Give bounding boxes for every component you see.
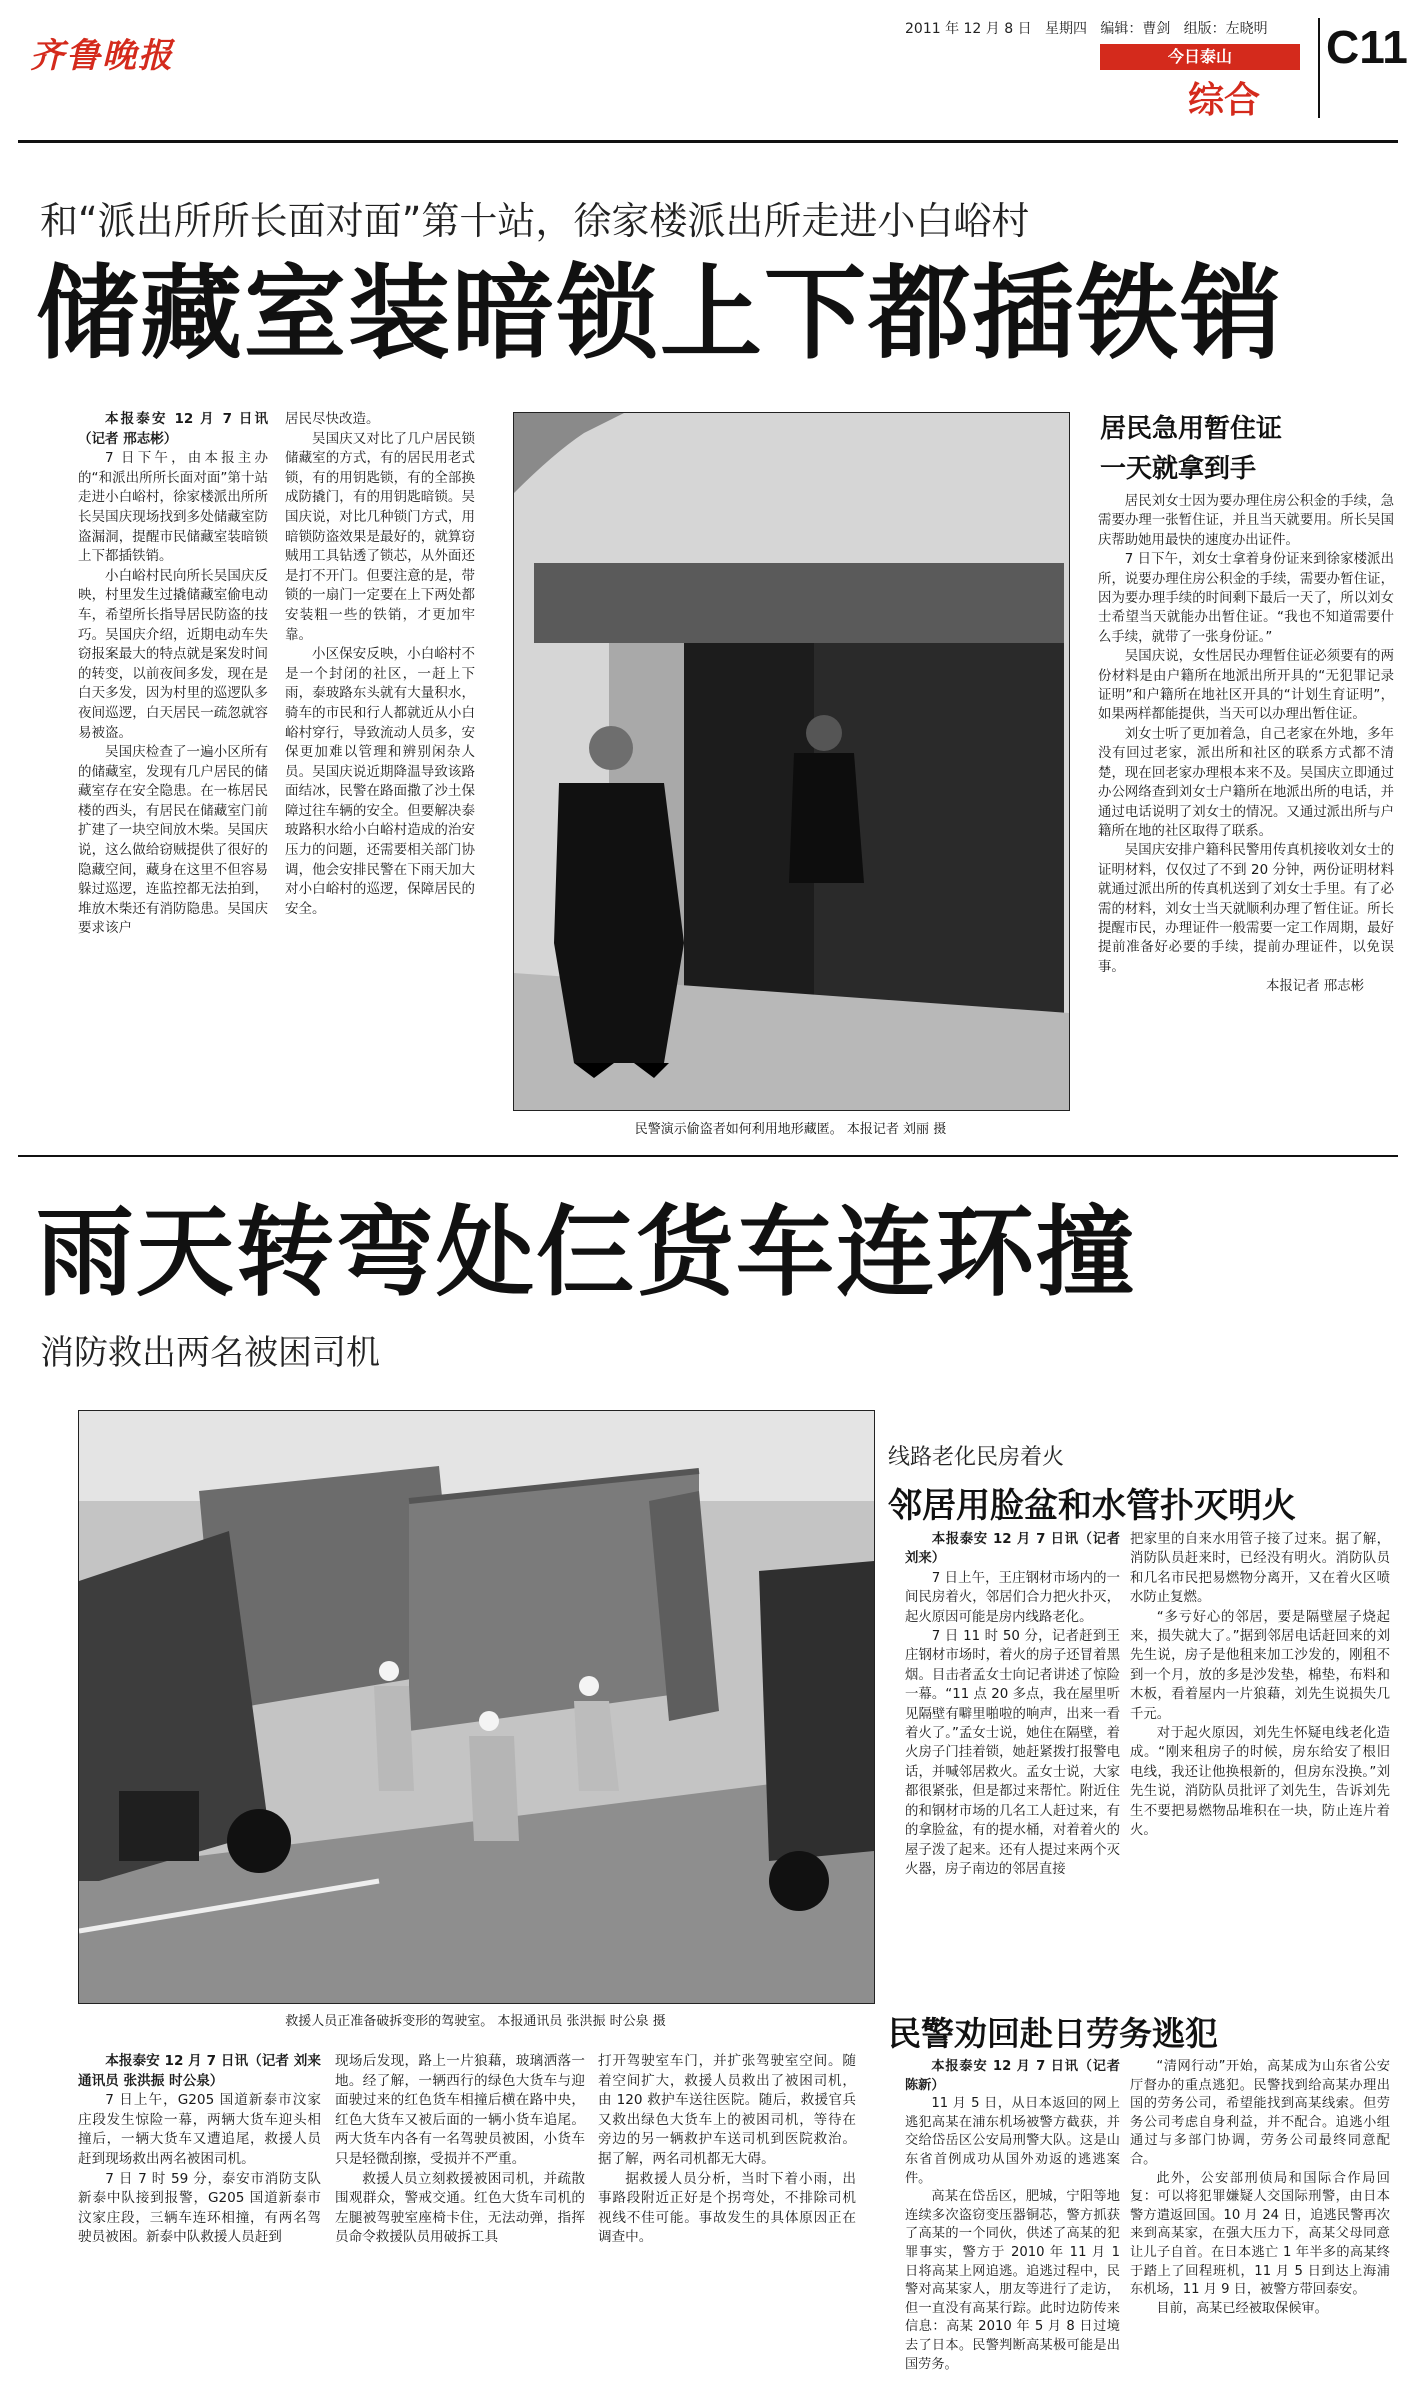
page-number: C11 bbox=[1326, 21, 1408, 73]
story1-paragraph: 吴国庆检查了一遍小区所有的储藏室，发现有几户居民的储藏室存在安全隐患。在一栋居民楼的西头，有居民在储藏室门前扩建了一块空间放木柴。吴国庆说，这么做给窃贼提供了很好的隐藏空间，藏身在这里不但容易躲过巡逻，连监控都无法拍到，堆放木柴还有消防隐患。吴国庆要求该户 bbox=[78, 744, 268, 937]
top-rule bbox=[18, 140, 1398, 143]
story2-paragraph: 7 日上午，G205 国道新泰市汶家庄段发生惊险一幕，两辆大货车迎头相撞后，一辆大货车又遭追尾，救援人员赶到现场救出两名被困司机。 bbox=[78, 2092, 321, 2167]
story1-paragraph: 居民尽快改造。 bbox=[285, 411, 380, 427]
story2-dateline: 本报泰安 12 月 7 日讯（记者 刘来 通讯员 张洪振 时公泉） bbox=[78, 2053, 326, 2089]
side-paragraph: 刘女士听了更加着急，自己老家在外地，多年没有回过老家，派出所和社区的联系方式都不清楚，现在回老家办理根本来不及。吴国庆立即通过办公网络查到刘女士户籍所在地派出所的电话，并通过电话说明了刘女士的情况。又通过派出所与户籍所在地的社区取得了联系。 bbox=[1098, 726, 1394, 839]
story1-paragraph: 7 日下午，由本报主办的“和派出所所长面对面”第十站走进小白峪村，徐家楼派出所所长吴国庆现场找到多处储藏室防盗漏洞，提醒市民储藏室装暗锁上下都插铁销。 bbox=[78, 450, 268, 565]
story1-paragraph: 小白峪村民向所长吴国庆反映，村里发生过撬储藏室偷电动车，希望所长指导居民防盗的技巧。吴国庆介绍，近期电动车失窃报案最大的特点就是案发时间的转变，以前夜间多发，现在是白天多发，因为村里的巡逻队多夜间巡逻，白天居民一疏忽就容易被盗。 bbox=[78, 567, 268, 741]
story-separator bbox=[18, 1155, 1398, 1157]
story2-photo-caption: 救援人员正准备破拆变形的驾驶室。 本报通讯员 张洪振 时公泉 摄 bbox=[285, 2014, 666, 2029]
story4-column-2 bbox=[1130, 2058, 1390, 2318]
story1-paragraph: 吴国庆又对比了几户居民锁储藏室的方式，有的居民用老式锁，有的用钥匙锁，有的全部换成防撬门，有的用钥匙暗锁。吴国庆说，对比几种锁门方式，用暗锁防盗效果是最好的，就算窃贼用工具钻透了锁芯，从外面还是打不开门。但要注意的是，带锁的一扇门一定要在上下两处都安装粗一些的铁销，才更加牢靠。 bbox=[285, 430, 475, 643]
layout-credit: 组版：左晓明 bbox=[1183, 21, 1268, 37]
story4-paragraph: 目前，高某已经被取保候审。 bbox=[1156, 2300, 1328, 2316]
side-paragraph: 7 日下午，刘女士拿着身份证来到徐家楼派出所，说要办理住房公积金的手续，需要办暂住证，因为要办理手续的时间剩下最后一天了，所以刘女士希望当天就能办出暂住证。“我也不知道需要什么手续，就带了一张身份证。” bbox=[1098, 552, 1394, 645]
story2-subhead: 消防救出两名被困司机 bbox=[40, 1333, 380, 1373]
story3-paragraph: 对于起火原因，刘先生怀疑电线老化造成。“刚来租房子的时候，房东给安了根旧电线，我还让他换根新的，但房东没换。”刘先生说，消防队员批评了刘先生，告诉刘先生不要把易燃物品堆积在一块，防止连片着火。 bbox=[1130, 1726, 1390, 1839]
side-paragraph: 吴国庆说，女性居民办理暂住证必须要有的两份材料是由户籍所在地派出所开具的“无犯罪记录证明”和户籍所在地社区开具的“计划生育证明”，如果两样都能提供，当天可以办理出暂住证。 bbox=[1098, 649, 1394, 723]
story1-photo bbox=[513, 412, 1070, 1111]
story4-dateline: 本报泰安 12 月 7 日讯（记者 陈新） bbox=[905, 2059, 1125, 2093]
story4-paragraph: “清网行动”开始，高某成为山东省公安厅督办的重点逃犯。民警找到给高某办理出国的劳务公司，希望能找到高某线索。但劳务公司考虑自身利益，并不配合。追逃小组通过与多部门协调，劳务公司最终同意配合。 bbox=[1130, 2059, 1390, 2167]
story3-headline: 邻居用脸盆和水管扑灭明火 bbox=[888, 1486, 1296, 1526]
story1-kicker: 和“派出所所长面对面”第十站，徐家楼派出所走进小白峪村 bbox=[40, 199, 1030, 243]
story3-column-2 bbox=[1130, 1530, 1390, 1841]
story2-column-1 bbox=[78, 2052, 326, 2248]
side-paragraph: 居民刘女士因为要办理住房公积金的手续，急需要办理一张暂住证，并且当天就要用。所长吴国庆帮助她用最快的速度办出证件。 bbox=[1098, 494, 1394, 548]
section-name: 综合 bbox=[1188, 80, 1261, 121]
issue-weekday: 星期四 bbox=[1044, 21, 1087, 37]
section-tag: 今日泰山 bbox=[1100, 44, 1300, 70]
story3-dateline: 本报泰安 12 月 7 日讯（记者 刘来） bbox=[905, 1532, 1125, 1567]
story1-side-column bbox=[1098, 492, 1394, 997]
side-paragraph: 吴国庆安排户籍科民警用传真机接收刘女士的证明材料，仅仅过了不到 20 分钟，两份证明材料就通过派出所的传真机送到了刘女士手里。有了必需的材料，刘女士当天就顺利办理了暂住证。所长提醒市民，办理证件一般需要一定工作周期，最好提前准备好必要的手续，提前办理证件，以免误事。 bbox=[1098, 843, 1394, 975]
story4-paragraph: 此外，公安部刑侦局和国际合作局回复：可以将犯罪嫌疑人交国际刑警，由日本警方遣返回国。10 月 24 日，追逃民警再次来到高某家，在强大压力下，高某父母同意让儿子自首。在日本逃亡 1 年半多的高某终于踏上了回程班机，11 月 5 日到达上海浦东机场，11 月 9 日，被警方带回泰安。 bbox=[1130, 2170, 1390, 2298]
story3-paragraph: 把家里的自来水用管子接了过来。据了解，消防队员赶来时，已经没有明火。消防队员和几名市民把易燃物分离开，又在着火区喷水防止复燃。 bbox=[1130, 1532, 1390, 1606]
masthead-date-line bbox=[905, 18, 1268, 38]
story3-paragraph: 7 日 11 时 50 分，记者赶到王庄钢材市场时，着火的房子还冒着黑烟。目击者孟女士向记者讲述了惊险一幕。“11 点 20 多点，我在屋里听见隔壁有噼里啪啦的响声，出来一看着火了。”孟女士说，她住在隔壁，着火房子门挂着锁，她赶紧拨打报警电话，并喊邻居救火。孟女士说，大家都很紧张，但是都过来帮忙。附近住的和钢材市场的几名工人赶过来，有的拿脸盆，有的提水桶，对着着火的屋子泼了起来。还有人提过来两个灭火器，房子南边的邻居直接 bbox=[905, 1629, 1120, 1877]
story1-side-headline-1: 居民急用暂住证 bbox=[1100, 414, 1283, 444]
story2-headline: 雨天转弯处仨货车连环撞 bbox=[36, 1196, 1137, 1310]
issue-date: 2011 年 12 月 8 日 bbox=[905, 21, 1032, 37]
story3-paragraph: 7 日上午，王庄钢材市场内的一间民房着火，邻居们合力把火扑灭，起火原因可能是房内线路老化。 bbox=[905, 1570, 1120, 1625]
story1-headline: 储藏室装暗锁上下都插铁销 bbox=[36, 255, 1284, 374]
story1-column-1 bbox=[78, 410, 268, 939]
story1-dateline: 本报泰安 12 月 7 日讯（记者 邢志彬） bbox=[78, 411, 268, 447]
story2-column-2 bbox=[335, 2052, 585, 2248]
story2-paragraph: 打开驾驶室车门，并扩张驾驶室空间。随着空间扩大，救援人员救出了被困司机，由 120 救护车送往医院。随后，救援官兵又救出绿色大货车上的被困司机，等待在旁边的另一辆救护车送司机到医院救治。据了解，两名司机都无大碍。 bbox=[598, 2053, 856, 2167]
story2-photo bbox=[78, 1410, 875, 2004]
police-photo-illustration bbox=[514, 413, 1069, 1110]
story2-paragraph: 据救援人员分析，当时下着小雨，出事路段附近正好是个拐弯处，不排除司机视线不佳可能。事故发生的具体原因正在调查中。 bbox=[598, 2170, 856, 2246]
story3-column-1 bbox=[905, 1530, 1125, 1879]
story1-paragraph: 小区保安反映，小白峪村不是一个封闭的社区，一赶上下雨，泰玻路东头就有大量积水，骑车的市民和行人都就近从小白峪村穿行，导致流动人员多，安保更加难以管理和辨别闲杂人员。吴国庆说近期降温导致该路面结冰，民警在路面撒了沙土保障过往车辆的安全。但要解决泰玻路积水给小白峪村造成的治安压力的问题，还需要相关部门协调，他会安排民警在下雨天加大对小白峪村的巡逻，保障居民的安全。 bbox=[285, 646, 475, 917]
story2-paragraph: 7 日 7 时 59 分，泰安市消防支队新泰中队接到报警，G205 国道新泰市汶家庄段，三辆车连环相撞，有两名驾驶员被困。新泰中队救援人员赶到 bbox=[78, 2170, 321, 2246]
story1-photo-caption: 民警演示偷盗者如何利用地形藏匿。 本报记者 刘丽 摄 bbox=[634, 1122, 947, 1137]
masthead-divider bbox=[1318, 18, 1320, 118]
story2-paragraph: 救援人员立刻救援被困司机，并疏散围观群众，警戒交通。红色大货车司机的左腿被驾驶室座椅卡住，无法动弹，指挥员命令救援队员用破拆工具 bbox=[335, 2170, 585, 2246]
story2-column-3 bbox=[598, 2052, 856, 2248]
story1-side-headline-2: 一天就拿到手 bbox=[1100, 454, 1257, 484]
story4-column-1 bbox=[905, 2058, 1125, 2374]
story1-column-2 bbox=[285, 410, 475, 919]
masthead-logo: 齐鲁晚报 bbox=[30, 36, 174, 76]
story3-paragraph: “多亏好心的邻居，要是隔壁屋子烧起来，损失就大了。”据到邻居电话赶回来的刘先生说，房子是他租来加工沙发的，刚租不到一个月，放的多是沙发垫，棉垫，布料和木板，看着屋内一片狼藉，刘先生说损失几千元。 bbox=[1130, 1609, 1390, 1722]
story4-paragraph: 高某在岱岳区，肥城，宁阳等地连续多次盗窃变压器铜芯，警方抓获了高某的一个同伙，供述了高某的犯罪事实，警方于 2010 年 11 月 1 日将高某上网追逃。追逃过程中，民警对高某家人，朋友等进行了走访，但一直没有高某行踪。此时边防传来信息：高某 2010 年 5 月 8 日过境去了日本。民警判断高某极可能是出国劳务。 bbox=[905, 2189, 1125, 2372]
editor-credit: 编辑：曹剑 bbox=[1100, 21, 1171, 37]
side-byline: 本报记者 邢志彬 bbox=[1266, 979, 1364, 995]
story4-headline: 民警劝回赴日劳务逃犯 bbox=[888, 2014, 1218, 2053]
story4-paragraph: 11 月 5 日，从日本返回的网上逃犯高某在浦东机场被警方截获，并交给岱岳区公安局刑警大队。这是山东省首例成功从国外劝返的逃逃案件。 bbox=[905, 2096, 1120, 2186]
truck-crash-photo-illustration bbox=[79, 1411, 874, 2003]
story2-paragraph: 现场后发现，路上一片狼藉，玻璃洒落一地。经了解，一辆西行的绿色大货车与迎面驶过来的红色货车相撞后横在路中央，红色大货车又被后面的一辆小货车追尾。两大货车内各有一名驾驶员被困，小货车只是轻微刮擦，受损并不严重。 bbox=[335, 2053, 585, 2167]
story3-kicker: 线路老化民房着火 bbox=[888, 1445, 1065, 1470]
